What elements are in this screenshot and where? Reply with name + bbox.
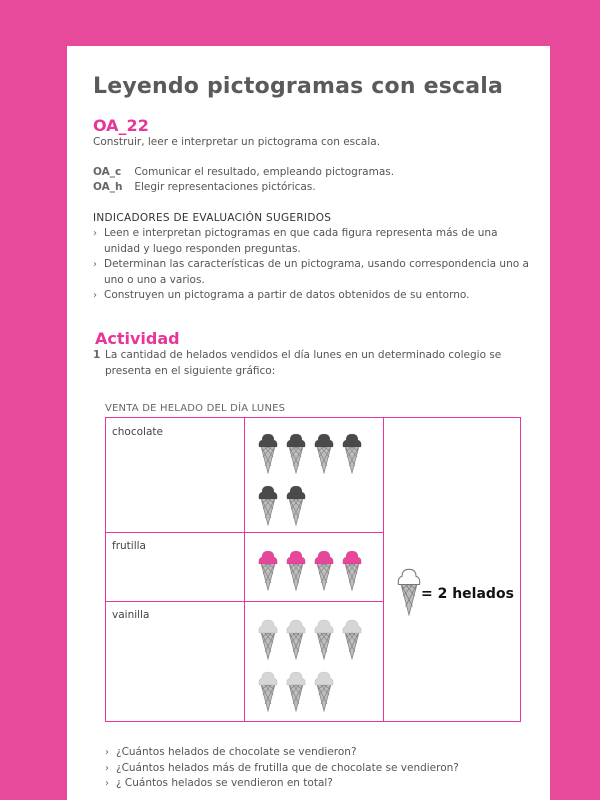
- sub-objective-h: [93, 181, 316, 193]
- pictogram-table: [105, 417, 521, 722]
- chevron-right-icon: ›: [93, 228, 97, 239]
- worksheet-page: [67, 46, 550, 800]
- objective-code: OA_22: [93, 116, 149, 135]
- column-divider: [383, 418, 384, 721]
- question-item: › ¿Cuántos helados más de frutilla que de chocolate se vendieron?: [105, 761, 535, 777]
- category-label-frutilla: frutilla: [112, 540, 146, 552]
- ice-cream-icon: [284, 478, 308, 526]
- question-item: › ¿ Cuántos helados se vendieron en total?: [105, 776, 535, 792]
- ice-cream-icon: [312, 612, 336, 660]
- questions-list: [105, 745, 535, 792]
- ice-cream-icon: [312, 543, 336, 591]
- chevron-right-icon: ›: [105, 747, 109, 758]
- indicator-item: › Determinan las características de un pictograma, usando correspondencia uno a uno o uno a varios.: [93, 258, 529, 286]
- ice-cream-icon: [284, 664, 308, 712]
- sub-objective-c: [93, 166, 394, 178]
- sub-objective-code: OA_c: [93, 166, 122, 178]
- column-divider: [244, 418, 245, 721]
- pictogram-title: VENTA DE HELADO DEL DÍA LUNES: [105, 403, 286, 414]
- ice-cream-icon: [340, 612, 364, 660]
- ice-cream-icon: [256, 426, 280, 474]
- key-label: = 2 helados: [421, 586, 514, 602]
- category-label-chocolate: chocolate: [112, 426, 163, 438]
- activity-statement: [93, 348, 533, 379]
- ice-cream-icon: [256, 612, 280, 660]
- ice-cream-icon: [284, 426, 308, 474]
- ice-cream-icon: [284, 612, 308, 660]
- activity-number: 1: [93, 349, 101, 361]
- sub-objective-code: OA_h: [93, 181, 123, 193]
- chevron-right-icon: ›: [93, 290, 97, 301]
- chevron-right-icon: ›: [105, 778, 109, 789]
- ice-cream-icon: [312, 426, 336, 474]
- row-divider: [106, 601, 383, 602]
- sub-objective-text: Elegir representaciones pictóricas.: [134, 181, 316, 193]
- chevron-right-icon: ›: [105, 762, 109, 774]
- activity-text: La cantidad de helados vendidos el día lunes en un determinado colegio se presenta en el siguiente gráfico:: [105, 349, 502, 377]
- objective-description: Construir, leer e interpretar un pictograma con escala.: [93, 136, 381, 148]
- ice-cream-icon: [256, 543, 280, 591]
- question-item: › ¿Cuántos helados de chocolate se vendieron?: [105, 745, 535, 761]
- row-divider: [106, 532, 383, 533]
- ice-cream-icon: [256, 664, 280, 712]
- ice-cream-icon: [340, 543, 364, 591]
- indicators-heading: INDICADORES DE EVALUACIÓN SUGERIDOS: [93, 212, 332, 224]
- activity-title: Actividad: [95, 329, 180, 348]
- indicators-list: [93, 226, 533, 304]
- chevron-right-icon: ›: [93, 259, 97, 270]
- ice-cream-icon: [312, 664, 336, 712]
- indicator-item: › Leen e interpretan pictogramas en que cada figura representa más de una unidad y luego responden preguntas.: [93, 227, 498, 255]
- ice-cream-icon: [284, 543, 308, 591]
- sub-objective-text: Comunicar el resultado, empleando pictogramas.: [134, 166, 395, 178]
- page-title: Leyendo pictogramas con escala: [93, 74, 504, 99]
- indicator-item: › Construyen un pictograma a partir de datos obtenidos de su entorno.: [93, 288, 533, 304]
- ice-cream-icon: [340, 426, 364, 474]
- key-ice-cream-icon: [395, 560, 423, 616]
- category-label-vainilla: vainilla: [112, 609, 150, 621]
- ice-cream-icon: [256, 478, 280, 526]
